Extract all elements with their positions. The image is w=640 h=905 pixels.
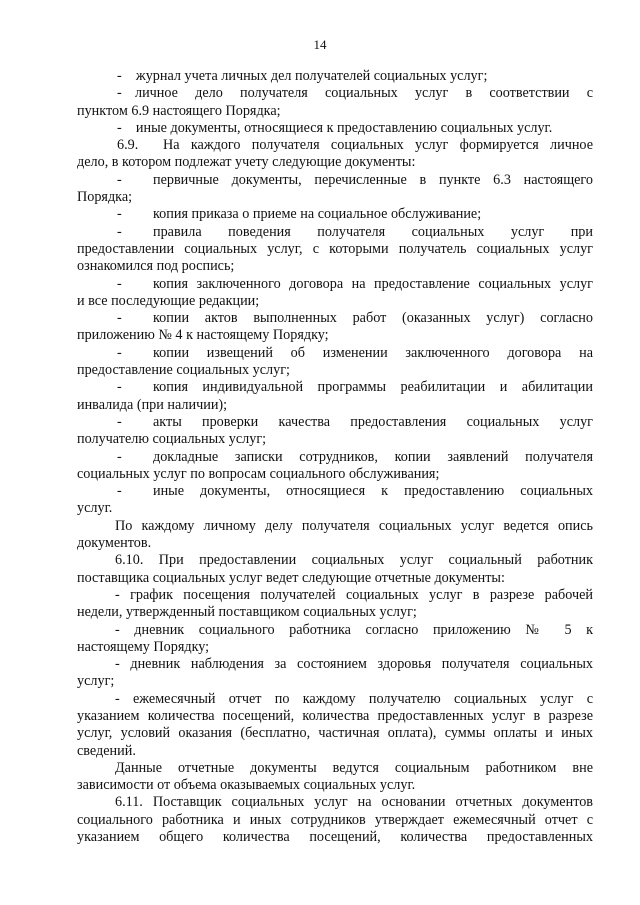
text-line: На каждого получателя социальных услуг формируется личное bbox=[163, 137, 593, 154]
text-line: - дневник социального работника согласно приложению № 5 к bbox=[115, 621, 593, 638]
text-line: личное дело получателя социальных услуг в соответствии с bbox=[135, 85, 593, 102]
text-line: - график посещения получателей социальных услуг в разрезе рабочей bbox=[115, 586, 593, 603]
list-dash: - bbox=[117, 483, 122, 500]
list-dash: - bbox=[117, 310, 122, 327]
list-dash: - bbox=[117, 344, 122, 361]
text-line: По каждому личному делу получателя социальных услуг ведется опись bbox=[115, 517, 593, 534]
text-line: копии актов выполненных работ (оказанных услуг) согласно bbox=[153, 310, 593, 327]
text-line: правила поведения получателя социальных услуг при bbox=[153, 223, 593, 240]
list-item bbox=[77, 345, 593, 362]
text-line: зависимости от объема оказываемых социальных услуг. bbox=[77, 777, 416, 794]
list-item bbox=[77, 206, 593, 223]
text-line: копия заключенного договора на предоставление социальных услуг bbox=[153, 275, 593, 292]
list-item bbox=[77, 85, 593, 102]
text-line: услуг. bbox=[77, 500, 113, 517]
text-line: предоставлении социальных услуг, с которыми получатель социальных услуг bbox=[77, 240, 593, 257]
list-item bbox=[77, 414, 593, 431]
text-line: приложению № 4 к настоящему Порядку; bbox=[77, 327, 329, 344]
text-line: - ежемесячный отчет по каждому получателю социальных услуг с bbox=[115, 690, 593, 707]
text-line: социального работника и иных сотрудников утверждает ежемесячный отчет с bbox=[77, 811, 593, 828]
text-line: акты проверки качества предоставления социальных услуг bbox=[153, 413, 593, 430]
text-line: недели, утвержденный поставщиком социальных услуг; bbox=[77, 604, 417, 621]
text-line: копии извещений об изменении заключенного договора на bbox=[153, 344, 593, 361]
list-dash: - bbox=[117, 206, 122, 223]
text-line: настоящему Порядку; bbox=[77, 638, 210, 655]
text-line: 6.10. При предоставлении социальных услуг социальный работник bbox=[115, 552, 593, 569]
text-line: получателю социальных услуг; bbox=[77, 431, 267, 448]
text-line: указанием общего количества посещений, количества предоставленных bbox=[77, 829, 593, 846]
text-line: первичные документы, перечисленные в пункте 6.3 настоящего bbox=[153, 171, 593, 188]
text-line: предоставление социальных услуг; bbox=[77, 362, 290, 379]
paragraph-heading bbox=[77, 137, 593, 154]
text-line: услуг, условий оказания (бесплатно, частичная оплата), суммы оплаты и иных bbox=[77, 725, 593, 742]
page-number: 14 bbox=[313, 37, 327, 52]
text-line: дело, в котором подлежат учету следующие документы: bbox=[77, 154, 416, 171]
text-line: услуг; bbox=[77, 673, 115, 690]
text-line: поставщика социальных услуг ведет следующие отчетные документы: bbox=[77, 569, 505, 586]
text-line: пунктом 6.9 настоящего Порядка; bbox=[77, 102, 281, 119]
text-line: и все последующие редакции; bbox=[77, 292, 260, 309]
list-dash: - bbox=[117, 223, 122, 240]
text-line: Порядка; bbox=[77, 189, 133, 206]
text-line: 6.11. Поставщик социальных услуг на основании отчетных документов bbox=[115, 794, 593, 811]
text-line: Данные отчетные документы ведутся социальным работником вне bbox=[115, 759, 593, 776]
list-dash: - bbox=[117, 275, 122, 292]
list-dash: - bbox=[117, 171, 122, 188]
list-dash: - bbox=[117, 448, 122, 465]
list-item bbox=[77, 310, 593, 327]
text-line: - журнал учета личных дел получателей социальных услуг; bbox=[117, 68, 488, 84]
document-body bbox=[77, 68, 593, 846]
list-dash: - bbox=[117, 379, 122, 396]
list-dash: - bbox=[117, 413, 122, 430]
text-line: докладные записки сотрудников, копии заявлений получателя bbox=[153, 448, 593, 465]
list-item bbox=[77, 449, 593, 466]
text-line: документов. bbox=[77, 535, 152, 552]
text-line: указанием количества посещений, количества предоставленных услуг в разрезе bbox=[77, 707, 593, 724]
text-line: ознакомился под роспись; bbox=[77, 258, 235, 275]
text-line: - дневник наблюдения за состоянием здоровья получателя социальных bbox=[115, 656, 593, 673]
list-item bbox=[77, 483, 593, 500]
text-line: социальных услуг по вопросам социального обслуживания; bbox=[77, 465, 440, 482]
list-item bbox=[77, 379, 593, 396]
text-line: иные документы, относящиеся к предоставлению социальных bbox=[153, 483, 593, 500]
list-item bbox=[77, 172, 593, 189]
list-dash: - bbox=[117, 85, 122, 102]
text-line: копия приказа о приеме на социальное обслуживание; bbox=[153, 206, 482, 223]
text-line: сведений. bbox=[77, 742, 136, 759]
list-item bbox=[77, 276, 593, 293]
text-line: копия индивидуальной программы реабилитации и абилитации bbox=[153, 379, 593, 396]
section-number: 6.9. bbox=[117, 137, 139, 154]
text-line: - иные документы, относящиеся к предоставлению социальных услуг. bbox=[117, 119, 553, 136]
text-line: инвалида (при наличии); bbox=[77, 396, 228, 413]
list-item bbox=[77, 224, 593, 241]
